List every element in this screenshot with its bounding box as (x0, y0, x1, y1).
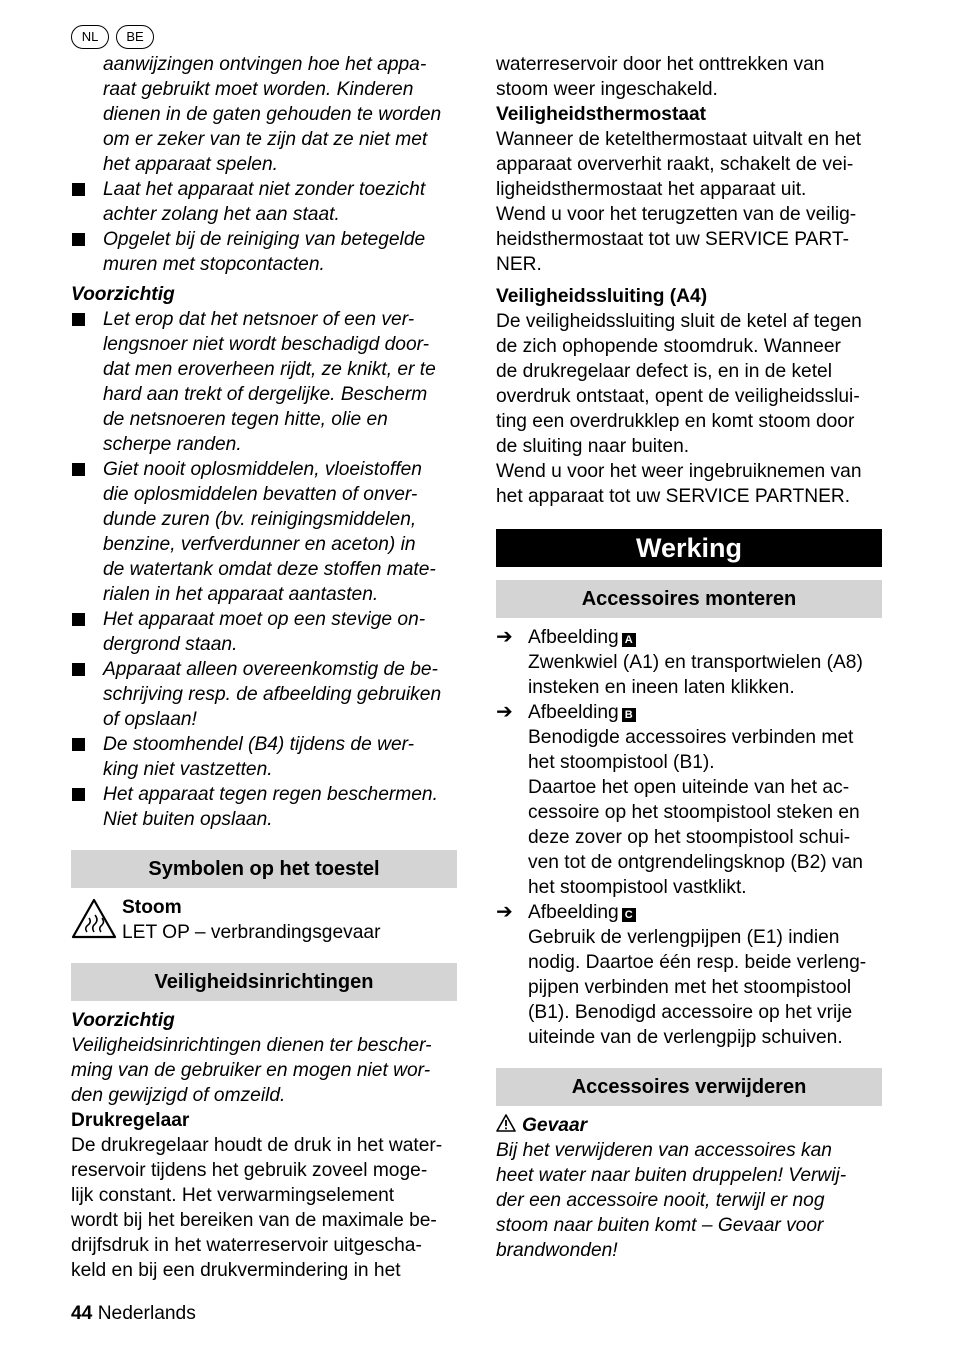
section-heading-safety: Veiligheidsinrichtingen (71, 963, 457, 1001)
bullet-square-icon (72, 233, 85, 246)
bullet-square-icon (72, 613, 85, 626)
thermostat-text: Wanneer de ketelthermostaat uitvalt en het apparaat oververhit raakt, schakelt de vei- ligheidsthermostaat het apparaat uit. Wend u voor het terugzetten van de veilig- heidsthermostaat tot uw SERVICE PART- NER. (496, 129, 862, 275)
continued-text: waterreservoir door het onttrekken van stoom weer ingeschakeld. (496, 54, 825, 100)
section-heading-remove: Accessoires verwijderen (496, 1068, 882, 1106)
page-number: 44 (71, 1303, 93, 1324)
bullet-square-icon (72, 313, 85, 326)
bullet-square-icon (72, 788, 85, 801)
pressure-regulator-title: Drukregelaar (71, 1110, 190, 1131)
list-item: Het apparaat moet op een stevige on- dergrond staan. (71, 607, 457, 657)
danger-text: Bij het verwijderen van accessoires kan heet water naar buiten druppelen! Verwij- der een accessoire nooit, terwijl er nog stoom naar buiten komt – Gevaar voor brandwonden! (496, 1140, 847, 1261)
danger-heading: Gevaar (496, 1113, 882, 1138)
caution-heading: Voorzichtig (71, 1010, 175, 1031)
list-item: Apparaat alleen overeenkomstig de be- schrijving resp. de afbeelding gebruiken of opslaan! (71, 657, 457, 732)
bullet-square-icon (72, 738, 85, 751)
list-item: Let erop dat het netsnoer of een ver- lengsnoer niet wordt beschadigd door- dat men eroverheen rijdt, ze knikt, er te hard aan trekt of dergelijke. Bescherm de netsnoeren tegen hitte, olie en scherpe randen. (71, 307, 457, 457)
arrow-right-icon: ➔ (496, 701, 513, 723)
chapter-heading-werking: Werking (496, 529, 882, 567)
list-item: Opgelet bij de reiniging van betegelde muren met stopcontacten. (71, 227, 457, 277)
lang-badge-be: BE (116, 25, 154, 49)
thermostat-title: Veiligheidsthermostaat (496, 104, 707, 125)
section-heading-symbols: Symbolen op het toestel (71, 850, 457, 888)
figure-key-icon: C (622, 908, 636, 922)
hot-steam-warning-icon (71, 898, 117, 940)
bullet-square-icon (72, 463, 85, 476)
instruction-step: ➔ Afbeelding C Gebruik de verlengpijpen (E1) indien nodig. Daartoe één resp. beide verleng- pijpen verbinden met het stoompistool (B1). Benodigd accessoire op het vrije uiteinde van de verlengpijp schuiven. (496, 901, 867, 1048)
safety-closure-title: Veiligheidssluiting (A4) (496, 286, 708, 307)
steam-title: Stoom (122, 897, 182, 918)
bullet-square-icon (72, 663, 85, 676)
arrow-right-icon: ➔ (496, 901, 513, 923)
caution-text: Veiligheidsinrichtingen dienen ter bescher- ming van de gebruiker en mogen niet wor- den gewijzigd of omzeild. (71, 1035, 432, 1106)
pressure-regulator-text: De drukregelaar houdt de druk in het water- reservoir tijdens het gebruik zoveel moge- lijk constant. Het verwarmingselement wordt bij het bereiken van de maximale be- drijfsdruk in het waterreservoir uitgescha- keld en bij een drukvermindering in het (71, 1135, 443, 1281)
left-column (71, 52, 457, 1283)
page-footer (71, 1301, 196, 1326)
list-item: Giet nooit oplosmiddelen, vloeistoffen die oplosmiddelen bevatten of onver- dunde zuren (bv. reinigingsmiddelen, benzine, verfverdunner en aceton) in de watertank omdat deze stoffen mate- rialen in het apparaat aantasten. (71, 457, 457, 607)
section-heading-mount: Accessoires monteren (496, 580, 882, 618)
instruction-step: ➔ Afbeelding A Zwenkwiel (A1) en transportwielen (A8) insteken en ineen laten klikken. (496, 626, 863, 698)
list-item: De stoomhendel (B4) tijdens de wer- king niet vastzetten. (71, 732, 457, 782)
steam-text: LET OP – verbrandingsgevaar (122, 922, 381, 943)
lang-badge-nl: NL (71, 25, 109, 49)
right-column (496, 52, 882, 1263)
continued-instruction: aanwijzingen ontvingen hoe het appa- raat gebruikt moet worden. Kinderen dienen in de gaten gehouden te worden om er zeker van te zijn dat ze niet met het apparaat spelen. (103, 54, 442, 175)
safety-closure-text: De veiligheidssluiting sluit de ketel af tegen de zich ophopende stoomdruk. Wanneer de drukregelaar defect is, en in de ketel overdruk ontstaat, opent de veiligheidsslui- ting een overdrukklep en komt stoom door de sluiting naar buiten. Wend u voor het weer ingebruiknemen van het apparaat tot uw SERVICE PARTNER. (496, 311, 862, 507)
figure-key-icon: A (622, 633, 636, 647)
arrow-right-icon: ➔ (496, 626, 513, 648)
list-item: Het apparaat tegen regen beschermen. Niet buiten opslaan. (71, 782, 457, 832)
steam-symbol-block (71, 895, 457, 945)
footer-language: Nederlands (97, 1303, 196, 1324)
bullet-square-icon (72, 183, 85, 196)
figure-key-icon: B (622, 708, 636, 722)
caution-heading: Voorzichtig (71, 284, 175, 305)
list-item: Laat het apparaat niet zonder toezicht achter zolang het aan staat. (71, 177, 457, 227)
warning-triangle-icon (496, 1114, 516, 1132)
instruction-step: ➔ Afbeelding B Benodigde accessoires verbinden met het stoompistool (B1). Daartoe het open uiteinde van het ac- cessoire op het stoompistool steken en deze zover op het stoompistool schui- ven tot de ontgrendelingsknop (B2) van het stoompistool vastklikt. (496, 701, 863, 898)
